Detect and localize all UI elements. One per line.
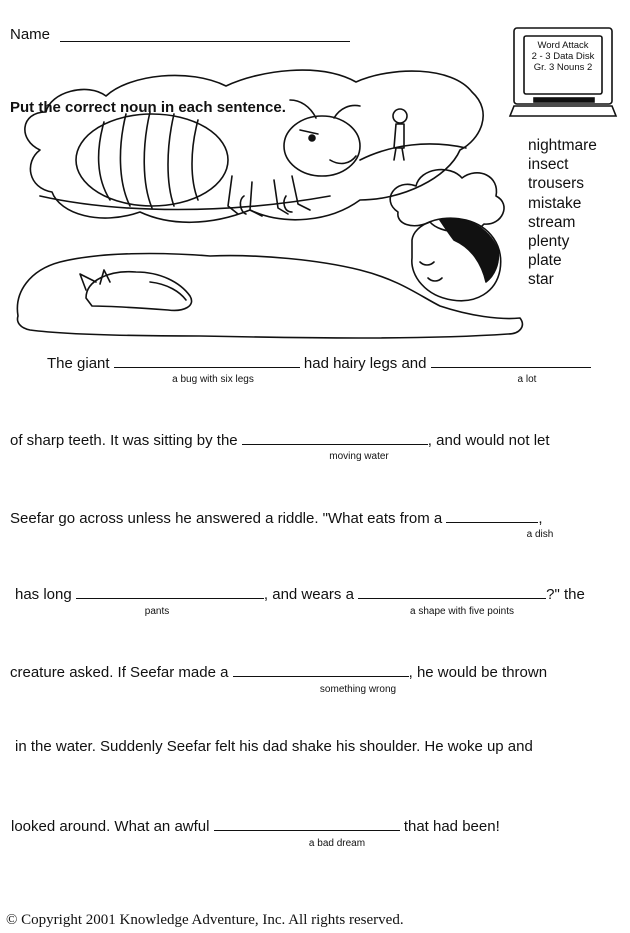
answer-blank-6[interactable] bbox=[358, 584, 546, 599]
computer-badge bbox=[508, 26, 618, 127]
story-text: , bbox=[538, 510, 543, 527]
story-line-2 bbox=[10, 430, 550, 449]
word-bank-item: star bbox=[528, 271, 554, 289]
badge-line-1: Word Attack bbox=[537, 40, 589, 51]
answer-blank-8[interactable] bbox=[214, 816, 400, 831]
story-text: , and would not let bbox=[427, 432, 550, 449]
hint-label: a bug with six legs bbox=[172, 374, 254, 385]
word-bank bbox=[528, 136, 597, 290]
copyright-notice: © Copyright 2001 Knowledge Adventure, Inc. All rights reserved. bbox=[6, 912, 404, 928]
hint-label: a dish bbox=[526, 529, 554, 540]
hint-label: pants bbox=[144, 606, 170, 617]
word-bank-item: plenty bbox=[528, 233, 570, 251]
story-line-1 bbox=[47, 353, 591, 372]
hint-label: a bad dream bbox=[308, 838, 366, 849]
story-line-3 bbox=[10, 508, 543, 527]
story-line-5 bbox=[10, 662, 547, 681]
answer-blank-7[interactable] bbox=[233, 662, 409, 677]
story-line-6 bbox=[15, 738, 533, 755]
word-bank-item: nightmare bbox=[528, 137, 597, 154]
badge-line-2: 2 - 3 Data Disk bbox=[531, 51, 595, 62]
story-text: looked around. What an awful bbox=[11, 818, 210, 835]
story-text: had hairy legs and bbox=[303, 355, 427, 372]
hint-label: something wrong bbox=[319, 684, 397, 695]
story-text: that had been! bbox=[403, 818, 500, 835]
bed-blanket bbox=[17, 254, 522, 338]
word-bank-item: plate bbox=[528, 252, 562, 270]
word-bank-item: trousers bbox=[528, 175, 584, 193]
name-label: Name bbox=[10, 26, 51, 43]
story-text: in the water. Suddenly Seefar felt his dad shake his shoulder. He woke up and bbox=[15, 738, 533, 755]
story-text: , and wears a bbox=[263, 586, 354, 603]
story-line-7 bbox=[11, 816, 500, 835]
hint-label: a shape with five points bbox=[410, 606, 514, 617]
hint-label: moving water bbox=[329, 451, 389, 462]
word-bank-item: insect bbox=[528, 156, 569, 174]
story-text: Seefar go across unless he answered a riddle. "What eats from a bbox=[10, 510, 443, 527]
answer-blank-1[interactable] bbox=[114, 353, 300, 368]
instructions: Put the correct noun in each sentence. bbox=[10, 99, 286, 116]
answer-blank-4[interactable] bbox=[446, 508, 538, 523]
story-text: The giant bbox=[47, 355, 110, 372]
answer-blank-3[interactable] bbox=[242, 430, 428, 445]
story-line-4 bbox=[15, 584, 585, 603]
story-text: creature asked. If Seefar made a bbox=[10, 664, 229, 681]
story-text: , he would be thrown bbox=[408, 664, 548, 681]
word-bank-item: stream bbox=[528, 213, 576, 231]
hint-label: a lot bbox=[517, 374, 537, 385]
word-bank-item: mistake bbox=[528, 194, 582, 212]
answer-blank-2[interactable] bbox=[431, 353, 591, 368]
answer-blank-5[interactable] bbox=[76, 584, 264, 599]
fox-drawing bbox=[80, 270, 192, 310]
story-text: ?" the bbox=[546, 586, 585, 603]
dream-cloud bbox=[25, 70, 483, 222]
sleeping-boy-drawing bbox=[412, 218, 501, 301]
story-text: of sharp teeth. It was sitting by the bbox=[10, 432, 238, 449]
boy-drawing bbox=[393, 109, 407, 160]
story-text: has long bbox=[15, 586, 72, 603]
badge-line-3: Gr. 3 Nouns 2 bbox=[533, 62, 593, 73]
